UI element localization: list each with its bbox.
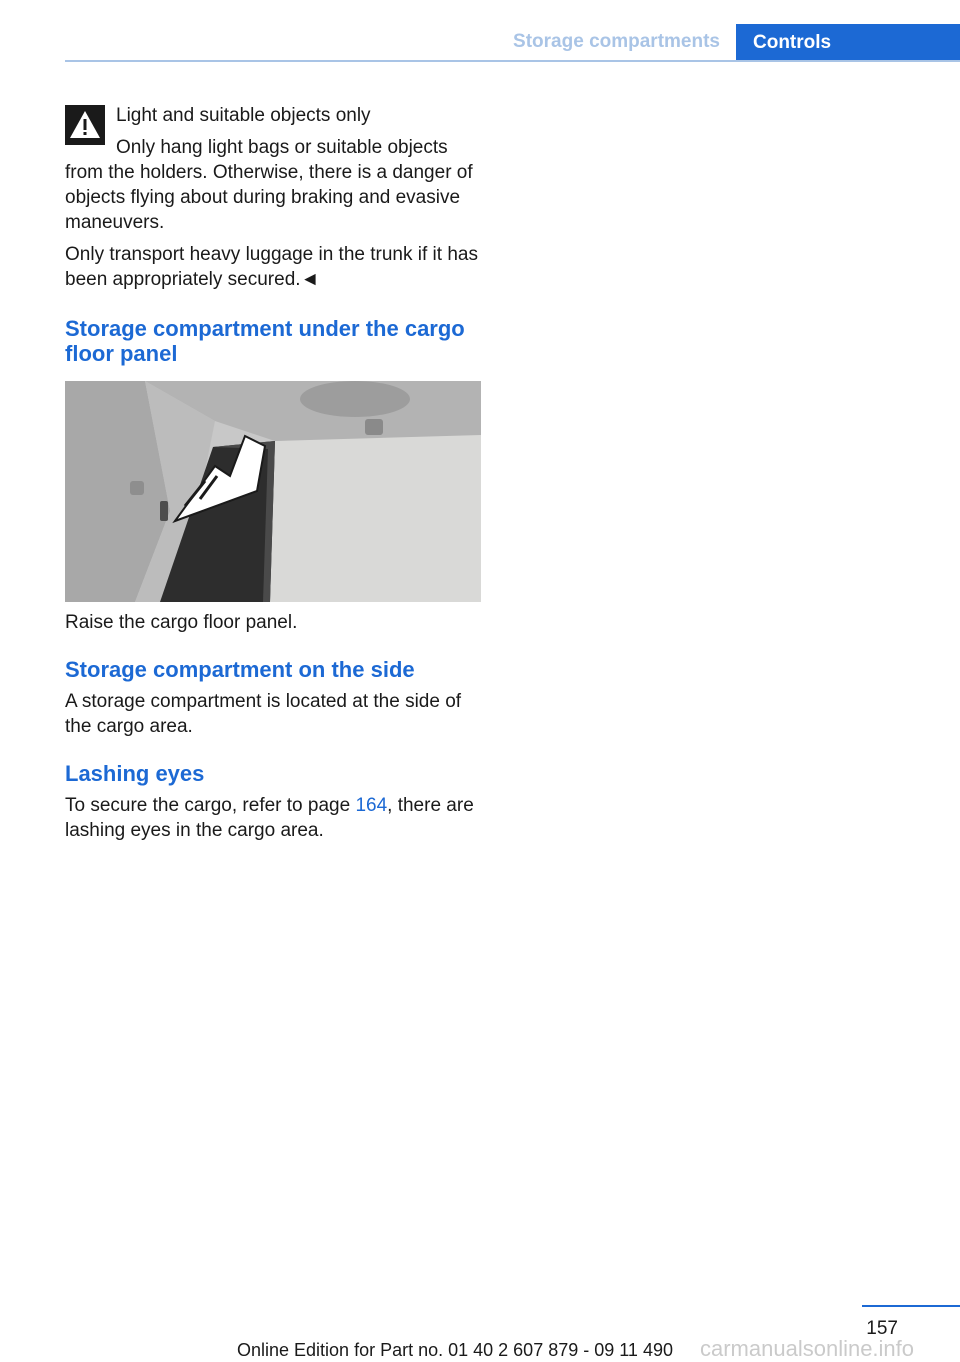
warning-block [65,103,481,292]
cargo-floor-caption: Raise the cargo floor panel. [65,612,298,633]
warning-triangle-icon [65,105,105,145]
header-chapter-tab: Controls [736,24,960,62]
page-link-164[interactable]: 164 [355,795,388,816]
side-compartment-body: A storage compartment is located at the side of the cargo area. [65,691,462,737]
cargo-floor-illustration [65,381,481,602]
edition-footer: Online Edition for Part no. 01 40 2 607 879 - 09 11 490 [237,1340,673,1360]
lashing-text-before: To secure the cargo, refer to page [65,795,356,816]
warning-body-1: Only hang light bags or suitable objects from the holders. Otherwise, there is a danger of objects flying about during braking and evasive maneuvers. [65,137,473,233]
warning-body-2: Only transport heavy luggage in the trunk if it has been appropriately secured.◄ [65,244,478,290]
header-section-title: Storage compartments [513,31,720,52]
watermark: carmanualsonline.info [700,1336,915,1361]
heading-side-compartment: Storage compartment on the side [65,657,415,682]
header-divider [65,60,960,62]
lashing-text-after: , there are lashing eyes in the cargo area. [65,795,474,841]
lashing-eyes-body [65,793,481,843]
heading-cargo-floor: Storage compartment under the cargo floor panel [65,316,465,366]
warning-title: Light and suitable objects only [116,105,371,126]
page-number: 157 [866,1318,898,1339]
content-column [65,103,481,850]
heading-lashing-eyes: Lashing eyes [65,761,205,786]
footer-divider [862,1305,960,1307]
